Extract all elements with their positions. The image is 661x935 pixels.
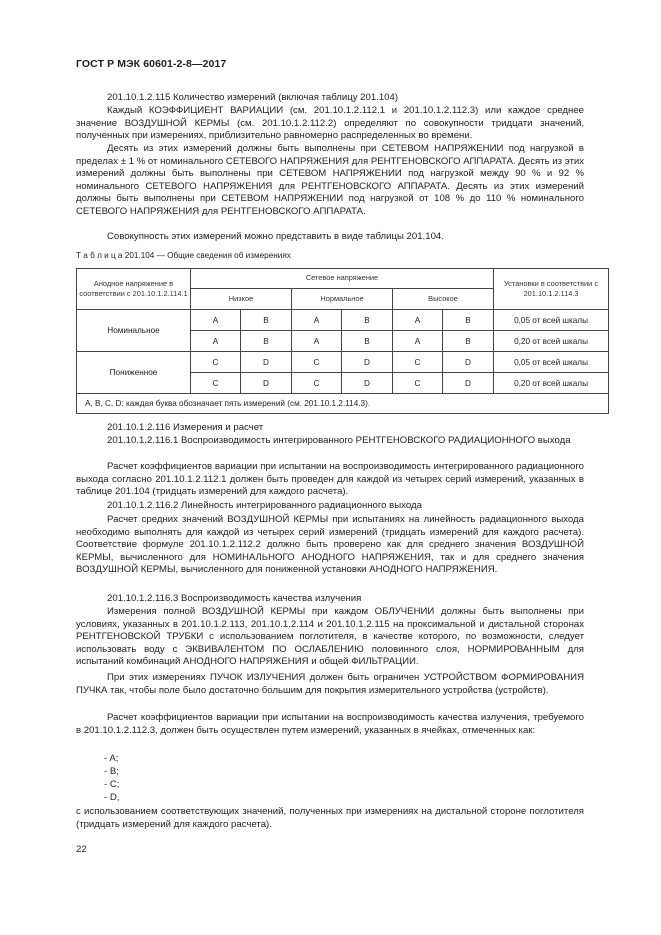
normal-voltage-header: Нормальное (292, 289, 393, 310)
table-cell: D (342, 352, 393, 373)
table-footnote: A, B, C, D: каждая буква обозначает пять измерений (см. 201.10.1.2.114.3). (77, 394, 609, 414)
clause-heading: 201.10.1.2.116.1 Воспроизводимость интегрированного РЕНТГЕНОВСКОГО РАДИАЦИОННОГО выхода (107, 435, 571, 446)
clause-heading: 201.10.1.2.115 Количество измерений (включая таблицу 201.104) (107, 92, 399, 103)
clause-heading: 201.10.1.2.116.2 Линейность интегрированного радиационного выхода (107, 500, 422, 511)
page-number: 22 (76, 844, 87, 855)
paragraph: При этих измерениях ПУЧОК ИЗЛУЧЕНИЯ должен быть ограничен УСТРОЙСТВОМ ФОРМИРОВАНИЯ ПУЧКА так, чтобы поле было достаточно большим для покрытия измерительного устройства (устройств). (76, 672, 584, 696)
table-cell: B (241, 310, 292, 331)
network-voltage-header: Сетевое напряжение (191, 269, 494, 289)
setting-cell: 0,05 от всей шкалы (494, 310, 609, 331)
table-cell: C (292, 373, 342, 394)
paragraph: с использованием соответствующих значений, полученных при измерениях на дистальной стороне поглотителя (тридцать измерений для каждого расчета). (76, 806, 584, 830)
table-cell: A (393, 331, 443, 352)
table-cell: C (393, 373, 443, 394)
table-cell: C (393, 352, 443, 373)
paragraph: Каждый КОЭФФИЦИЕНТ ВАРИАЦИИ (см. 201.10.1.2.112.1 и 201.10.1.2.112.3) или каждое среднее значение ВОЗДУШНОЙ КЕРМЫ (см. 201.10.1.2.112.2) определяют по совокупности тридцати значений, полученных при измерениях, приблизительно равномерно распределенных во времени. (76, 105, 584, 142)
setting-cell: 0,20 от всей шкалы (494, 373, 609, 394)
paragraph: Десять из этих измерений должны быть выполнены при СЕТЕВОМ НАПРЯЖЕНИИ под нагрузкой в пределах ± 1 % от номинального СЕТЕВОГО НАПРЯЖЕНИЯ для РЕНТГЕНОВСКОГО АППАРАТА. Десять из этих измерений должны быть выполнены при СЕТЕВОМ НАПРЯЖЕНИИ под нагрузкой между 90 % и 92 % номинального СЕТЕВОГО НАПРЯЖЕНИЯ для РЕНТГЕНОВСКОГО АППАРАТА. Десять из этих измерений должны быть выполнены при СЕТЕВОМ НАПРЯЖЕНИИ под нагрузкой от 108 % до 110 % номинального СЕТЕВОГО НАПРЯЖЕНИЯ для РЕНТГЕНОВСКОГО АППАРАТА. (76, 143, 584, 217)
table-cell: D (443, 373, 494, 394)
table-cell: B (342, 331, 393, 352)
row-label-nominal: Номинальное (77, 310, 191, 352)
anode-voltage-header: Анодное напряжение в соответствии с 201.10.1.2.114.1 (77, 269, 191, 310)
table-cell: D (241, 352, 292, 373)
clause-heading: 201.10.1.2.116 Измерения и расчет (107, 422, 264, 433)
table-cell: B (443, 331, 494, 352)
table-cell: B (443, 310, 494, 331)
table-cell: B (342, 310, 393, 331)
table-cell: D (241, 373, 292, 394)
clause-heading: 201.10.1.2.116.3 Воспроизводимость качества излучения (107, 593, 362, 604)
list-item: - D, (104, 792, 120, 803)
low-voltage-header: Низкое (191, 289, 292, 310)
paragraph: Расчет коэффициентов вариации при испытании на воспроизводимость интегрированного радиационного выхода согласно 201.10.1.2.112.1 должен быть проведен для каждой из четырех серий измерений, указанных в таблице 201.104 (тридцать измерений для каждого расчета). (76, 461, 584, 498)
row-label-reduced: Пониженное (77, 352, 191, 394)
setting-cell: 0,20 от всей шкалы (494, 331, 609, 352)
table-cell: B (241, 331, 292, 352)
list-item: - C; (104, 779, 120, 790)
measurements-table (76, 268, 609, 414)
table-cell: A (393, 310, 443, 331)
table-caption: Т а б л и ц а 201.104 — Общие сведения об измерениях (76, 251, 291, 260)
table-cell: A (191, 331, 241, 352)
table-cell: C (292, 352, 342, 373)
table-cell: C (191, 373, 241, 394)
table-cell: C (191, 352, 241, 373)
paragraph: Расчет средних значений ВОЗДУШНОЙ КЕРМЫ при испытаниях на линейность радиационного выхода необходимо выполнять для каждой из четырех серий измерений (тридцать измерений для каждого расчета). Соответствие формуле 201.10.1.2.112.2 должно быть проверено как для среднего значения ВОЗДУШНОЙ КЕРМЫ, вычисленного для НОМИНАЛЬНОГО АНОДНОГО НАПРЯЖЕНИЯ, так и для среднего значения ВОЗДУШНОЙ КЕРМЫ, вычисленного для пониженной установки АНОДНОГО НАПРЯЖЕНИЯ. (76, 514, 584, 576)
table-cell: D (443, 352, 494, 373)
paragraph: Совокупность этих измерений можно представить в виде таблицы 201.104. (107, 231, 444, 242)
list-item: - A; (104, 753, 119, 764)
setting-cell: 0,05 от всей шкалы (494, 352, 609, 373)
list-item: - B; (104, 766, 119, 777)
table-cell: A (292, 310, 342, 331)
table-cell: D (342, 373, 393, 394)
table-cell: A (292, 331, 342, 352)
document-header: ГОСТ Р МЭК 60601-2-8—2017 (76, 58, 227, 70)
table-cell: A (191, 310, 241, 331)
high-voltage-header: Высокое (393, 289, 494, 310)
settings-header: Установки в соответствии с 201.10.1.2.114.3 (494, 269, 609, 310)
paragraph: Расчет коэффициентов вариации при испытании на воспроизводимость качества излучения, требуемого в 201.10.1.2.112.3, должен быть осуществлен путем измерений, указанных в ячейках, отмеченных как: (76, 712, 584, 736)
paragraph: Измерения полной ВОЗДУШНОЙ КЕРМЫ при каждом ОБЛУЧЕНИИ должны быть выполнены при условиях, указанных в 201.10.1.2.113, 201.10.1.2.114 и 201.10.1.2.115 на проксимальной и дистальной сторонах РЕНТГЕНОВСКОЙ ТРУБКИ с использованием поглотителя, в качестве которого, по возможности, следует использовать воду с ЭКВИВАЛЕНТОМ ПО ОСЛАБЛЕНИЮ половинного слоя, НОРМИРОВАННЫМ для испытаний комбинаций АНОДНОГО НАПРЯЖЕНИЯ и общей ФИЛЬТРАЦИИ. (76, 606, 584, 668)
